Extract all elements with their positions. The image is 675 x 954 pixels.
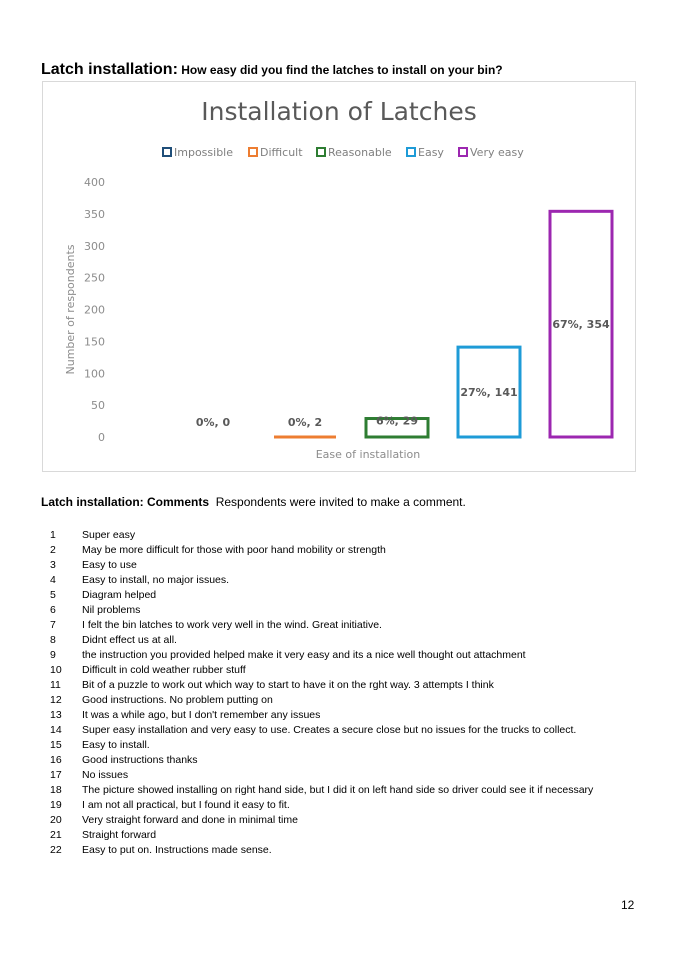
list-item (41, 588, 641, 603)
legend-label: Reasonable (328, 146, 392, 159)
comments-heading-text: Respondents were invited to make a comment. (215, 495, 466, 509)
comment-text: Super easy installation and very easy to use. Creates a secure close but no issues for the trucks to collect. (82, 724, 577, 736)
comment-text: Easy to use (82, 559, 137, 571)
list-item (41, 723, 641, 738)
comment-number: 13 (50, 709, 62, 721)
comment-text: Nil problems (82, 604, 141, 616)
list-item (41, 753, 641, 768)
comment-text: May be more difficult for those with poor hand mobility or strength (82, 544, 386, 556)
list-item (41, 528, 641, 543)
y-tick-label: 200 (84, 303, 105, 317)
list-item (41, 813, 641, 828)
comments-list (41, 528, 641, 858)
list-item (41, 648, 641, 663)
legend-swatch (407, 148, 415, 156)
comment-text: I felt the bin latches to work very well in the wind. Great initiative. (82, 619, 382, 631)
comment-number: 14 (50, 724, 62, 736)
comment-number: 22 (50, 844, 62, 856)
comment-text: Super easy (82, 529, 136, 541)
comment-number: 7 (50, 619, 56, 631)
comment-text: Difficult in cold weather rubber stuff (82, 664, 246, 676)
chart-title: Installation of Latches (201, 97, 477, 126)
list-item (41, 678, 641, 693)
comment-text: The picture showed installing on right hand side, but I did it on left hand side so driver could see it if necessary (82, 784, 594, 796)
legend-label: Impossible (174, 146, 233, 159)
comment-number: 16 (50, 754, 62, 766)
list-item (41, 783, 641, 798)
data-label: 67%, 354 (552, 318, 610, 332)
list-item (41, 798, 641, 813)
y-tick-label: 350 (84, 207, 105, 221)
list-item (41, 828, 641, 843)
comment-text: Didnt effect us at all. (82, 634, 177, 646)
chart-canvas (43, 82, 635, 471)
comment-number: 17 (50, 769, 62, 781)
y-tick-label: 50 (91, 399, 105, 413)
comment-number: 12 (50, 694, 62, 706)
comment-text: Easy to install, no major issues. (82, 574, 230, 586)
list-item (41, 843, 641, 858)
section-heading-latch-installation (41, 61, 503, 79)
comment-number: 3 (50, 559, 56, 571)
comment-number: 9 (50, 649, 56, 661)
comment-text: Diagram helped (82, 589, 157, 601)
comment-text: No issues (82, 769, 129, 781)
x-axis-title: Ease of installation (315, 448, 421, 461)
y-tick-label: 250 (84, 271, 105, 285)
list-item (41, 738, 641, 753)
comment-text: Easy to put on. Instructions made sense. (82, 844, 272, 856)
legend-swatch (163, 148, 171, 156)
list-item (41, 708, 641, 723)
comment-number: 5 (50, 589, 56, 601)
comment-text: It was a while ago, but I don't remember any issues (82, 709, 321, 721)
list-item (41, 693, 641, 708)
y-tick-label: 0 (98, 431, 105, 444)
y-tick-label: 150 (84, 335, 105, 349)
comments-heading-bold: Latch installation: Comments (41, 495, 210, 509)
list-item (41, 543, 641, 558)
comments-heading (41, 495, 466, 509)
comment-number: 20 (50, 814, 62, 826)
data-label: 6%, 29 (376, 414, 418, 428)
list-item (41, 573, 641, 588)
list-item (41, 663, 641, 678)
list-item (41, 603, 641, 618)
legend-swatch (317, 148, 325, 156)
legend-label: Very easy (470, 146, 524, 159)
comment-number: 6 (50, 604, 56, 616)
list-item (41, 618, 641, 633)
data-label: 27%, 141 (460, 386, 518, 400)
legend-label: Easy (418, 146, 444, 159)
comment-number: 4 (50, 574, 56, 586)
installation-chart (42, 81, 636, 472)
list-item (41, 768, 641, 783)
comment-text: Bit of a puzzle to work out which way to start to have it on the rght way. 3 attempts I think (82, 679, 494, 691)
section-heading-main: Latch installation: (41, 61, 178, 78)
comment-text: I am not all practical, but I found it easy to fit. (82, 799, 290, 811)
legend-swatch (249, 148, 257, 156)
list-item (41, 633, 641, 648)
y-tick-label: 100 (84, 367, 105, 381)
comment-number: 10 (50, 664, 62, 676)
comment-text: Easy to install. (82, 739, 150, 751)
comment-text: Straight forward (82, 829, 157, 841)
comment-number: 8 (50, 634, 56, 646)
section-heading-question: How easy did you find the latches to install on your bin? (181, 63, 503, 77)
comment-number: 19 (50, 799, 62, 811)
y-tick-label: 400 (84, 176, 105, 189)
legend-label: Difficult (260, 146, 303, 159)
y-axis-title: Number of respondents (64, 244, 77, 375)
comment-text: the instruction you provided helped make it very easy and its a nice well thought out attachment (82, 649, 526, 661)
legend-swatch (459, 148, 467, 156)
comment-number: 15 (50, 739, 62, 751)
comment-number: 2 (50, 544, 56, 556)
data-label: 0%, 2 (287, 416, 323, 429)
comment-text: Very straight forward and done in minimal time (82, 814, 298, 826)
data-label: 0%, 0 (195, 416, 231, 429)
y-tick-label: 300 (84, 239, 105, 253)
comment-text: Good instructions thanks (82, 754, 198, 766)
comment-number: 18 (50, 784, 62, 796)
comment-number: 1 (50, 529, 56, 541)
list-item (41, 558, 641, 573)
comment-number: 21 (50, 829, 62, 841)
page-number: 12 (621, 898, 635, 912)
comment-text: Good instructions. No problem putting on (82, 694, 273, 706)
comment-number: 11 (50, 679, 61, 691)
